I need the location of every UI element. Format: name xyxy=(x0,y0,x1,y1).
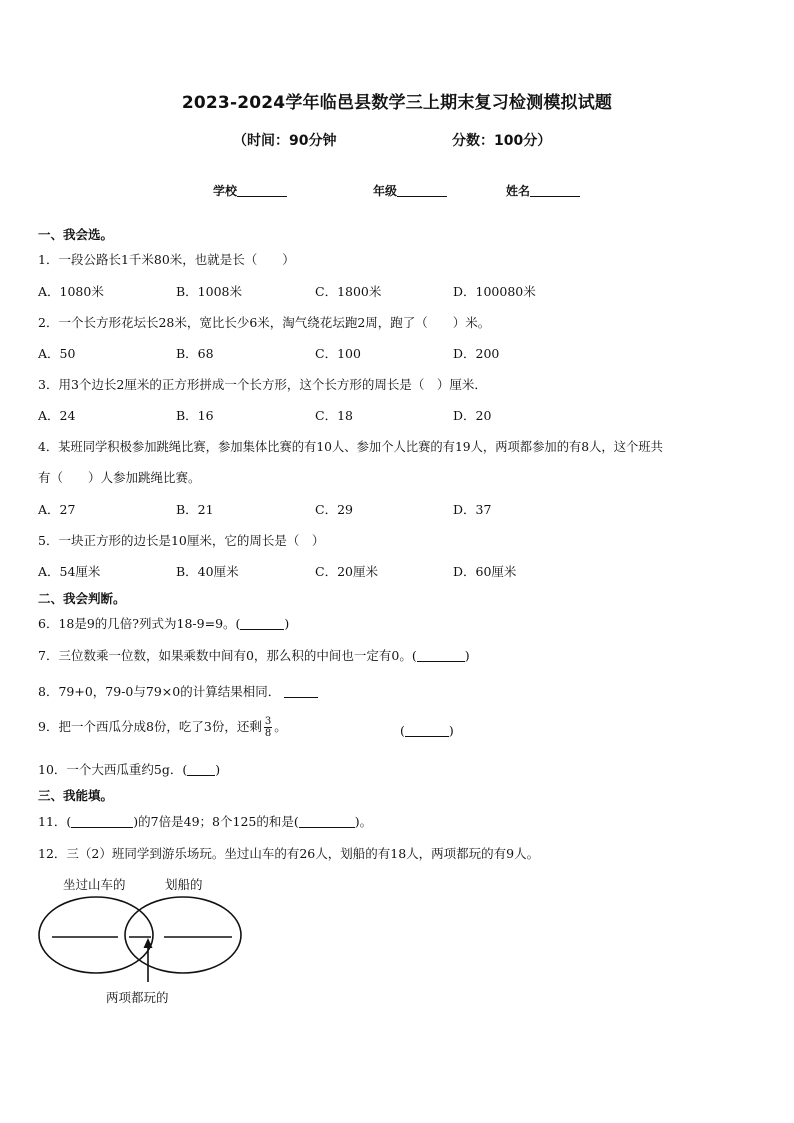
venn-right-ellipse xyxy=(125,897,241,973)
q11-answer-blank-1[interactable] xyxy=(71,815,133,828)
venn-left-ellipse xyxy=(39,897,153,973)
q1-option-b[interactable]: B．1008米 xyxy=(176,284,242,299)
q2-option-d[interactable]: D．200 xyxy=(453,346,500,361)
grade-field[interactable]: 年级 xyxy=(373,182,447,199)
student-info xyxy=(0,182,794,202)
question-4-line2: 有（ ）人参加跳绳比赛。 xyxy=(38,470,201,485)
q1-option-c[interactable]: C．1800米 xyxy=(315,284,382,299)
question-9: 9．把一个西瓜分成8份，吃了3份，还剩 $\frac{3}{8}$ 。 xyxy=(38,716,287,739)
question-5: 5．一块正方形的边长是10厘米，它的周长是（ ） xyxy=(38,533,325,548)
q4-option-d[interactable]: D．37 xyxy=(453,502,492,517)
name-field[interactable]: 姓名 xyxy=(506,182,580,199)
venn-diagram xyxy=(30,892,250,992)
q9-answer: ( ) xyxy=(400,723,454,738)
q9-answer-blank[interactable] xyxy=(405,724,449,737)
q5-option-b[interactable]: B．40厘米 xyxy=(176,564,239,579)
q7-answer-blank[interactable] xyxy=(417,649,465,662)
question-4-line1: 4．某班同学积极参加跳绳比赛，参加集体比赛的有10人、参加个人比赛的有19人，两项都参加的有8人，这个班共 xyxy=(38,440,663,454)
score-label: 分数：100分） xyxy=(452,133,552,149)
q2-option-b[interactable]: B．68 xyxy=(176,346,214,361)
question-6: 6．18是9的几倍?列式为18-9=9。( ) xyxy=(38,616,290,631)
question-11: 11．( )的7倍是49；8个125的和是( )。 xyxy=(38,814,373,829)
q5-option-c[interactable]: C．20厘米 xyxy=(315,564,378,579)
section-heading-judge: 二、我会判断。 xyxy=(38,591,126,606)
question-7: 7．三位数乘一位数，如果乘数中间有0，那么积的中间也一定有0。( ) xyxy=(38,648,470,663)
question-3: 3．用3个边长2厘米的正方形拼成一个长方形，这个长方形的周长是（ ）厘米． xyxy=(38,377,487,392)
section-heading-choice: 一、我会选。 xyxy=(38,227,114,242)
q10-answer-blank[interactable] xyxy=(187,763,215,776)
q3-option-d[interactable]: D．20 xyxy=(453,408,492,423)
exam-info xyxy=(0,130,794,150)
time-label: （时间：90分钟 xyxy=(233,133,337,149)
q5-option-d[interactable]: D．60厘米 xyxy=(453,564,517,579)
q1-option-a[interactable]: A．1080米 xyxy=(38,284,104,299)
q3-option-c[interactable]: C．18 xyxy=(315,408,353,423)
q6-answer-blank[interactable] xyxy=(240,617,284,630)
question-1: 1．一段公路长1千米80米，也就是长（ ） xyxy=(38,252,295,267)
venn-left-label: 坐过山车的 xyxy=(63,877,126,892)
q4-option-b[interactable]: B．21 xyxy=(176,502,214,517)
q1-option-d[interactable]: D．100080米 xyxy=(453,284,536,299)
venn-right-label: 划船的 xyxy=(165,877,203,892)
section-heading-fill: 三、我能填。 xyxy=(38,788,114,803)
q8-answer-blank[interactable] xyxy=(284,685,318,698)
venn-bottom-label: 两项都玩的 xyxy=(106,990,169,1005)
q2-option-c[interactable]: C．100 xyxy=(315,346,361,361)
q11-answer-blank-2[interactable] xyxy=(299,815,355,828)
school-field[interactable]: 学校 xyxy=(213,182,287,199)
q5-option-a[interactable]: A．54厘米 xyxy=(38,564,101,579)
q3-option-b[interactable]: B．16 xyxy=(176,408,214,423)
q4-option-c[interactable]: C．29 xyxy=(315,502,353,517)
q3-option-a[interactable]: A．24 xyxy=(38,408,76,423)
question-8: 8．79+0，79-0与79×0的计算结果相同． xyxy=(38,682,318,700)
question-2: 2．一个长方形花坛长28米，宽比长少6米，淘气绕花坛跑2周，跑了（ ）米。 xyxy=(38,315,491,330)
question-10: 10．一个大西瓜重约5g．( ) xyxy=(38,762,221,777)
question-12: 12．三（2）班同学到游乐场玩。坐过山车的有26人，划船的有18人，两项都玩的有9人。 xyxy=(38,846,540,861)
page-title: 2023-2024学年临邑县数学三上期末复习检测模拟试题 xyxy=(181,93,613,113)
q9-fraction: $\frac{3}{8}$ xyxy=(264,716,272,739)
q2-option-a[interactable]: A．50 xyxy=(38,346,76,361)
q4-option-a[interactable]: A．27 xyxy=(38,502,76,517)
